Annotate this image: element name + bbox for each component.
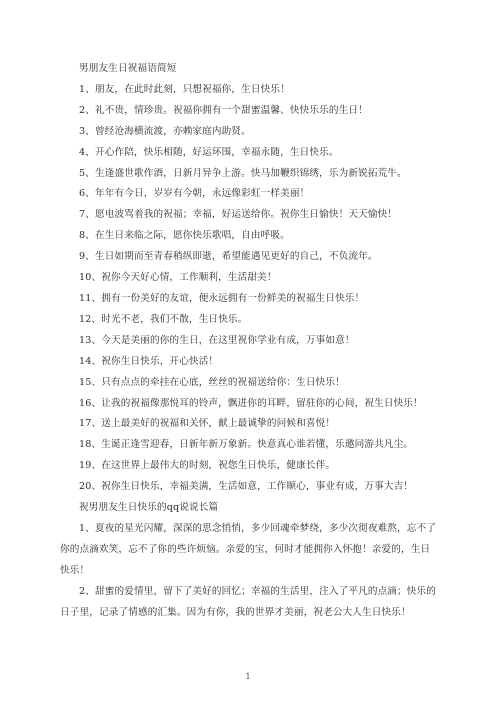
list-item: 1、朋友，在此时此刻，只想祝福你，生日快乐！ (79, 83, 290, 95)
list-item: 17、送上最美好的祝福和关怀，献上最诚挚的问候和喜悦！ (79, 418, 336, 430)
list-item: 11、拥有一份美好的友谊，便永远拥有一份鲜美的祝福生日快乐！ (79, 292, 365, 304)
list-item: 8、在生日来临之际，愿你快乐歌唱，自由呼吸。 (79, 230, 290, 242)
list-item: 15、只有点点的牵挂在心底，丝丝的祝福送给你：生日快乐！ (79, 376, 345, 388)
list-item: 14、祝你生日快乐，开心快活！ (79, 355, 219, 367)
list-item: 20、祝你生日快乐，幸福美满，生活如意，工作顺心，事业有成，万事大吉！ (79, 481, 414, 493)
list-item: 19、在这世界上最伟大的时刻，祝您生日快乐，健康长伴。 (79, 460, 336, 472)
list-item: 2、礼不贵，情珍贵。祝福你拥有一个甜蜜温馨、快快乐乐的生日！ (79, 104, 368, 116)
list-item: 5、生逢盛世歌作酒，日新月异争上游。快马加鞭织锦绣，乐为新锐拓荒牛。 (79, 167, 407, 179)
list-item: 3、曾经沧海横流渡，亦赖家庭内助贤。 (79, 125, 251, 137)
list-item: 12、时光不老，我们不散，生日快乐。 (79, 313, 248, 325)
list-item: 6、年年有今日，岁岁有今朝，永远像彩虹一样美丽！ (79, 188, 310, 200)
list-item: 16、让我的祝福像那悦耳的铃声，飘进你的耳畔，留驻你的心间，祝生日快乐！ (79, 397, 423, 409)
list-item: 10、祝你今天好心情，工作顺利，生活甜美！ (79, 272, 277, 284)
list-item: 9、生日如期而至青春稍纵即逝，希望能遇见更好的自己，不负流年。 (79, 251, 378, 263)
list-item: 7、愿电波骂着我的祝福；幸福，好运送给你。祝你生日愉快！天天愉快！ (79, 209, 398, 221)
list-item: 18、生诞正逢雪迎春，日新年新万象新。快意真心谁若懂，乐邀同游共凡尘。 (79, 439, 414, 451)
page-number: 1 (245, 672, 251, 681)
section-title: 祝男朋友生日快乐的qq说说长篇 (79, 502, 219, 514)
document-title: 男朋友生日祝福语简短 (79, 63, 177, 74)
list-item: 13、今天是美丽的你的生日，在这里祝你学业有成，万事如意！ (79, 334, 355, 346)
paragraph: 1、夏夜的星光闪耀，深深的思念悄悄，多少回魂牵梦绕，多少次彻夜难熬，忘不了你的点滴欢笑，忘不了你的些许烦恼。亲爱的宝，何时才能拥你入怀抱！亲爱的，生日快乐！ (60, 522, 437, 576)
document-body (60, 59, 437, 623)
list-item: 4、开心作陪，快乐相随，好运环围，幸福永随，生日快乐。 (79, 146, 339, 158)
paragraph: 2、甜蜜的爱情里，留下了美好的回忆；幸福的生活里，注入了平凡的点滴；快乐的日子里，记录了情感的汇集。因为有你，我的世界才美丽，祝老公大人生日快乐！ (60, 585, 437, 618)
